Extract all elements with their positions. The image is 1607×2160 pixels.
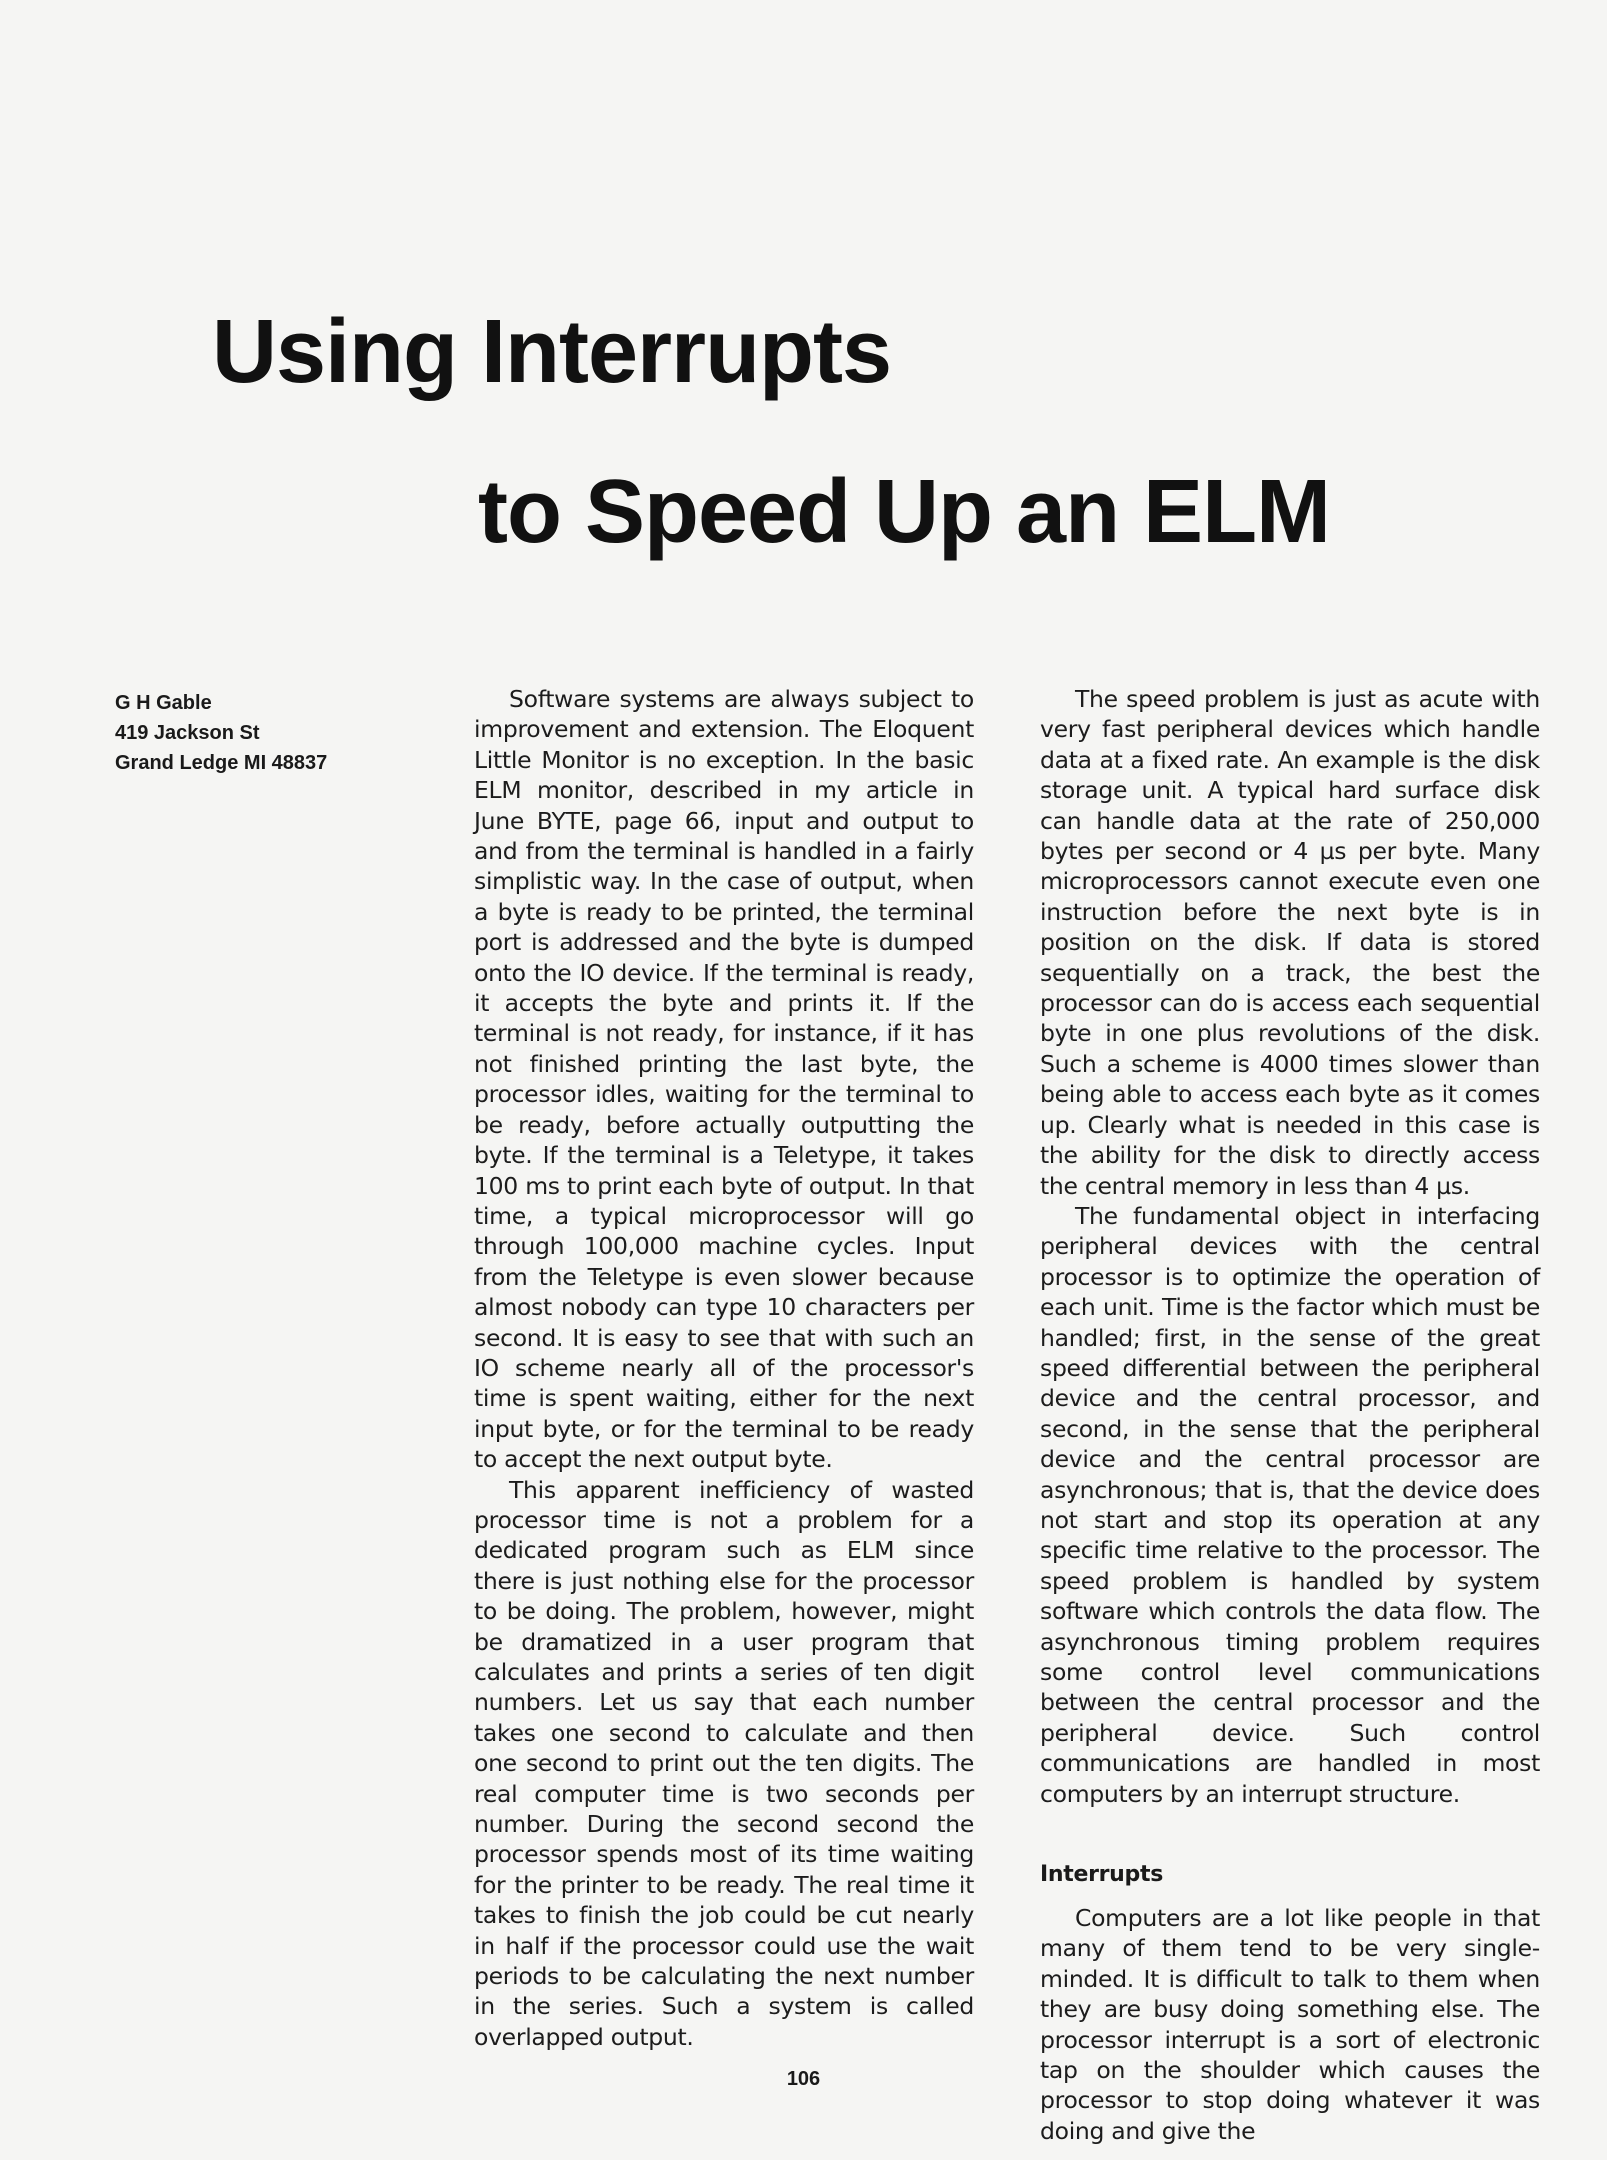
page-number: 106 [786, 2068, 821, 2090]
author-street: 419 Jackson St [115, 722, 260, 744]
article-title-line-2: to Speed Up an ELM [478, 462, 1331, 562]
author-block [115, 688, 415, 778]
text-column-left [474, 684, 974, 2052]
section-heading-interrupts: Interrupts [1040, 1862, 1164, 1888]
article-title-line-1: Using Interrupts [212, 302, 892, 402]
text-column-right [1040, 684, 1540, 2146]
body-paragraph: Computers are a lot like people in that many of them tend to be very single-minded. It is difficult to talk to them when they are busy doing something else. The processor interrupt is a sort of electronic tap on the shoulder which causes the processor to stop doing whatever it was doing and give the [1040, 1904, 1540, 2145]
body-paragraph: Software systems are always subject to improvement and extension. The Eloquent Little Monitor is no exception. In the basic ELM monitor, described in my article in June BYTE, page 66, input and output to and from the terminal is handled in a fairly simplistic way. In the case of output, when a byte is ready to be printed, the terminal port is addressed and the byte is dumped onto the IO device. If the terminal is ready, it accepts the byte and prints it. If the terminal is not ready, for instance, if it has not finished printing the last byte, the processor idles, waiting for the terminal to be ready, before actually outputting the byte. If the terminal is a Teletype, it takes 100 ms to print each byte of output. In that time, a typical microprocessor will go through 100,000 machine cycles. Input from the Teletype is even slower because almost nobody can type 10 characters per second. It is easy to see that with such an IO scheme nearly all of the processor's time is spent waiting, either for the next input byte, or for the terminal to be ready to accept the next output byte. [474, 685, 974, 1474]
author-name: G H Gable [115, 692, 212, 714]
body-paragraph: This apparent inefficiency of wasted processor time is not a problem for a dedicated program such as ELM since there is just nothing else for the processor to be doing. The problem, however, might be dramatized in a user program that calculates and prints a series of ten digit numbers. Let us say that each number takes one second to calculate and then one second to print out the ten digits. The real computer time is two seconds per number. During the second second the processor spends most of its time waiting for the printer to be ready. The real time it takes to finish the job could be cut nearly in half if the processor could use the wait periods to be calculating the next number in the series. Such a system is called overlapped output. [474, 1475, 974, 2051]
author-city: Grand Ledge MI 48837 [115, 752, 328, 774]
body-paragraph: The fundamental object in interfacing peripheral devices with the central processor is to optimize the operation of each unit. Time is the factor which must be handled; first, in the sense of the great speed differential between the peripheral device and the central processor, and second, in the sense that the peripheral device and the central processor are asynchronous; that is, that the device does not start and stop its operation at any specific time relative to the processor. The speed problem is handled by system software which controls the data flow. The asynchronous timing problem requires some control level communications between the central processor and the peripheral device. Such control communications are handled in most computers by an interrupt structure. [1040, 1201, 1540, 1808]
body-paragraph: The speed problem is just as acute with very fast peripheral devices which handle data at a fixed rate. An example is the disk storage unit. A typical hard surface disk can handle data at the rate of 250,000 bytes per second or 4 µs per byte. Many microprocessors cannot execute even one instruction before the next byte is in position on the disk. If data is stored sequentially on a track, the best the processor can do is access each sequential byte in one plus revolutions of the disk. Such a scheme is 4000 times slower than being able to access each byte as it comes up. Clearly what is needed in this case is the ability for the disk to directly access the central memory in less than 4 µs. [1040, 685, 1540, 1200]
